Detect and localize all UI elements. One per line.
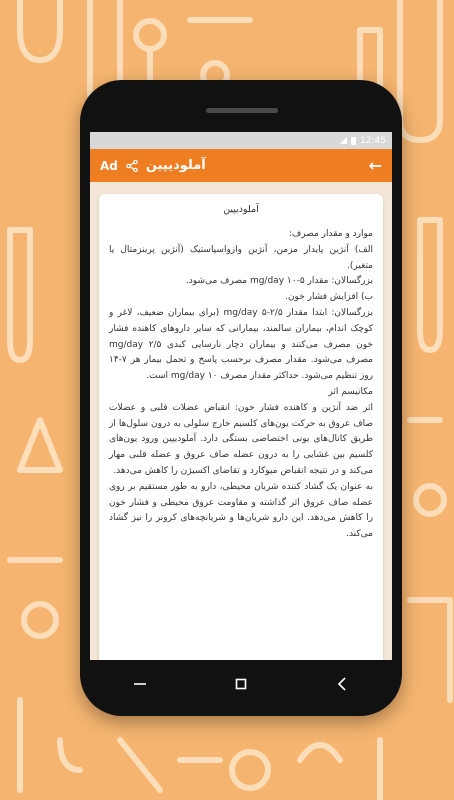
signal-icon — [340, 137, 347, 144]
status-time: 12:45 — [360, 135, 386, 146]
recents-icon — [133, 682, 147, 686]
article-body — [109, 227, 373, 543]
content-area — [90, 182, 392, 660]
phone-speaker — [206, 108, 278, 113]
battery-icon — [351, 137, 356, 145]
back-icon — [337, 677, 347, 691]
phone-screen — [90, 132, 392, 660]
home-icon — [235, 678, 247, 690]
article-line: بزرگسالان: مقدار ۵-۱۰ mg/day مصرف می‌شود. — [185, 276, 373, 287]
share-icon[interactable] — [126, 160, 138, 172]
article-line: موارد و مقدار مصرف: — [288, 229, 373, 239]
article-card — [99, 194, 383, 660]
app-toolbar — [90, 149, 392, 182]
article-line: بزرگسالان: ابتدا مقدار ۲/۵-۵ mg/day (برای بیماران ضعیف، لاغر و کوچک اندام، بیماران سالمند، بیمارانی که سایر داروهای کاهنده فشار خون مصرف می‌کنند و بیماران دچار نارسایی کبدی ۲/۵ mg/day مصرف می‌شود. مقدار مصرف برحسب پاسخ و تحمل بیمار هر ۷-۱۴ روز تنظیم می‌شود. حداکثر مقدار مصرف ۱۰ mg/day است. — [109, 307, 373, 382]
article-line: اثر ضد آنژین و کاهنده فشار خون: انقباض عضلات قلبی و عضلات صاف عروق به حرکت یون‌های کلسیم خارج سلولی به درون سلول‌ها از طریق کانال‌های یونی اختصاصی بستگی دارد. آملودیپین ورود یون‌های کلسیم بین غشایی را به درون عضله صاف عروق و عضله قلبی مهار می‌کند و در نتیجه انقباض میوکارد و تقاضای اکسیژن را کاهش می‌دهد. — [109, 402, 373, 476]
system-nav-bar — [90, 660, 392, 708]
ad-button[interactable]: Ad — [100, 158, 118, 173]
article-line: الف) آنژین پایدار مزمن، آنژین وازواسپاستیک (آنژین پرینزمتال یا متغیر). — [109, 244, 373, 271]
arrow-back-icon[interactable]: ← — [368, 156, 382, 175]
status-bar — [90, 132, 392, 149]
article-line: به عنوان یک گشاد کننده شریان محیطی، دارو به طور مستقیم بر روی عضله صاف عروق اثر گذاشته و مقاومت عروق محیطی و فشار خون را کاهش می‌دهد. این دارو شریان‌ها و شریانچه‌های کرونر را نیز گشاد می‌کند. — [109, 481, 373, 540]
back-button[interactable] — [322, 669, 362, 699]
phone-frame — [80, 80, 402, 716]
article-line: مکانیسم اثر — [328, 386, 373, 397]
recents-button[interactable] — [120, 669, 160, 699]
article-title: آملودیپین — [223, 204, 259, 215]
page-title: آملودیپین — [145, 158, 206, 173]
article-line: ب) افزایش فشار خون. — [285, 292, 373, 303]
home-button[interactable] — [221, 669, 261, 699]
